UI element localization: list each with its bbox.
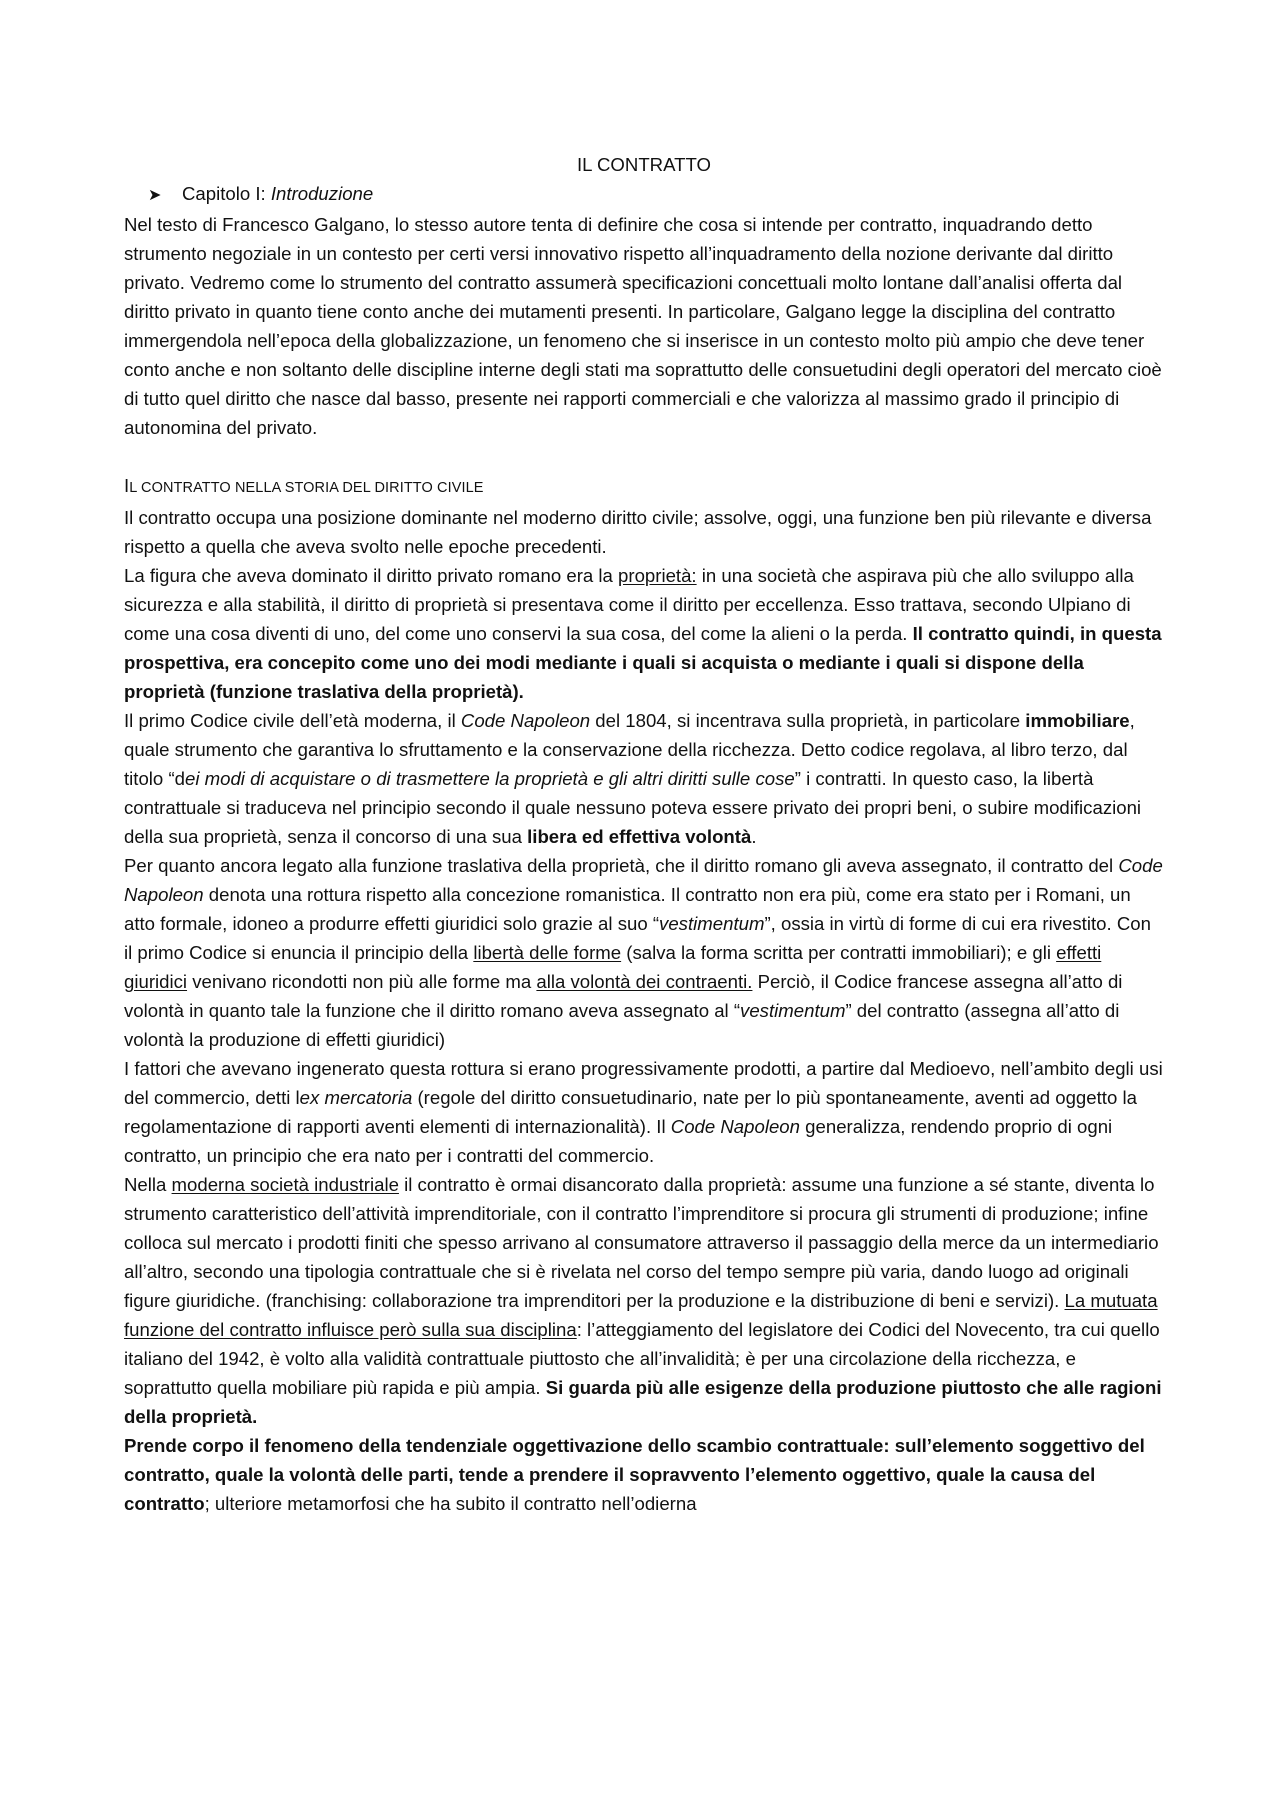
arrowhead-bullet-icon: ➤: [148, 187, 162, 204]
text-run: : l’atteggiamento del legislatore dei Codici del Novecento, tra cui quello italiano del 1942, è volto alla validità contrattuale piuttosto che all’invalidità; è per una circolazione della ricchezza, e soprattutto quella mobiliare più rapida e più ampia.: [124, 1319, 1160, 1398]
paragraph-5: [124, 1054, 1164, 1170]
italic-text: Code Napoleon: [124, 855, 1163, 905]
text-run: in una società che aspirava più che allo sviluppo alla sicurezza e alla stabilità, il diritto di proprietà si presentava come il diritto per eccellenza. Esso trattava, secondo Ulpiano di come una cosa diventi di uno, del come uno conservi la sua cosa, del come la alieni o la perda.: [124, 565, 1134, 644]
document-page: [124, 150, 1164, 1518]
text-run: Nella: [124, 1174, 172, 1195]
italic-text: vestimentum: [659, 913, 765, 934]
paragraph-3: [124, 706, 1164, 851]
text-run: (salva la forma scritta per contratti immobiliari); e gli: [621, 942, 1057, 963]
text-run: , quale strumento che garantiva lo sfruttamento e la conservazione della ricchezza. Detto codice regolava, al libro terzo, dal titolo “d: [124, 710, 1135, 789]
bold-text: Il contratto quindi, in questa prospettiva, era concepito come uno dei modi mediante i quali si acquista o mediante i quali si dispone della proprietà (funzione traslativa della proprietà).: [124, 623, 1162, 702]
text-run: generalizza, rendendo proprio di ogni contratto, un principio che era nato per i contratti del commercio.: [124, 1116, 1113, 1166]
section-heading-cap: I: [124, 475, 130, 496]
text-run: il contratto è ormai disancorato dalla proprietà: assume una funzione a sé stante, diventa lo strumento caratteristico dell’attività imprenditoriale, con il contratto l’imprenditore si procura gli strumenti di produzione; infine colloca sul mercato i prodotti finiti che spesso arrivano al consumatore attraverso il passaggio della merce da un intermediario all’altro, secondo una tipologia contrattuale che si è rivelata nel corso del tempo sempre più varia, dando luogo ad originali figure giuridiche. (franchising: collaborazione tra imprenditori per la produzione e la distribuzione di beni e servizi).: [124, 1174, 1159, 1311]
document-title: IL CONTRATTO: [577, 154, 711, 175]
italic-text: ei modi di acquistare o di trasmettere la proprietà e gli altri diritti sulle cose: [184, 768, 795, 789]
underlined-text: alla volontà dei contraenti.: [536, 971, 753, 992]
text-run: ” del contratto (assegna all’atto di volontà la produzione di effetti giuridici): [124, 1000, 1120, 1050]
bold-text: libera ed effettiva volontà: [527, 826, 752, 847]
text-run: Il primo Codice civile dell’età moderna, il: [124, 710, 461, 731]
text-run: (regole del diritto consuetudinario, nate per lo più spontaneamente, aventi ad oggetto la regolamentazione di rapporti aventi elementi di internazionalità). Il: [124, 1087, 1137, 1137]
paragraph-4: [124, 851, 1164, 1054]
underlined-text: libertà delle forme: [473, 942, 622, 963]
chapter-label: Capitolo I:: [182, 183, 271, 204]
underlined-text: proprietà:: [618, 565, 697, 586]
text-run: ; ulteriore metamorfosi che ha subito il contratto nell’odierna: [204, 1493, 697, 1514]
text-run: ”, ossia in virtù di forme di cui era rivestito. Con il primo Codice si enuncia il principio della: [124, 913, 1151, 963]
underlined-text: moderna società industriale: [171, 1174, 399, 1195]
intro-paragraph: Nel testo di Francesco Galgano, lo stesso autore tenta di definire che cosa si intende per contratto, inquadrando detto strumento negoziale in un contesto per certi versi innovativo rispetto all’inquadramento della nozione derivante dal diritto privato. Vedremo come lo strumento del contratto assumerà specificazioni concettuali molto lontane dall’analisi offerta dal diritto privato in quanto tiene conto anche dei mutamenti presenti. In particolare, Galgano legge la disciplina del contratto immergendola nell’epoca della globalizzazione, un fenomeno che si inserisce in un contesto molto più ampio che deve tener conto anche e non soltanto delle discipline interne degli stati ma soprattutto delle consuetudini degli operatori del mercato cioè di tutto quel diritto che nasce dal basso, presente nei rapporti commerciali e che valorizza al massimo grado il principio di autonomina del privato.: [124, 214, 1162, 438]
bold-text: Prende corpo il fenomeno della tendenziale oggettivazione dello scambio contrattuale: sull’elemento soggettivo del contratto, quale la volontà delle parti, tende a prendere il sopravvento l’elemento oggettivo, quale la causa del contratto: [124, 1435, 1145, 1514]
text-run: venivano ricondotti non più alle forme ma: [187, 971, 537, 992]
chapter-label-italic: Introduzione: [270, 183, 374, 204]
section-heading: [124, 471, 1164, 503]
text-run: .: [751, 826, 757, 847]
paragraph-6: [124, 1170, 1164, 1431]
paragraph-1: Il contratto occupa una posizione dominante nel moderno diritto civile; assolve, oggi, una funzione ben più rilevante e diversa rispetto a quella che aveva svolto nelle epoche precedenti.: [124, 507, 1152, 557]
text-run: denota una rottura rispetto alla concezione romanistica. Il contratto non era più, come era stato per i Romani, un atto formale, idoneo a produrre effetti giuridici solo grazie al suo “: [124, 884, 1131, 934]
underlined-text: effetti giuridici: [124, 942, 1102, 992]
paragraph-2: [124, 561, 1164, 706]
text-run: Perciò, il Codice francese assegna all’atto di volontà in quanto tale la funzione che il diritto romano aveva assegnato al “: [124, 971, 1123, 1021]
italic-text: vestimentum: [740, 1000, 846, 1021]
bold-text: Si guarda più alle esigenze della produzione piuttosto che alle ragioni della proprietà.: [124, 1377, 1162, 1427]
text-run: I fattori che avevano ingenerato questa rottura si erano progressivamente prodotti, a partire dal Medioevo, nell’ambito degli usi del commercio, detti l: [124, 1058, 1163, 1108]
paragraph-7: [124, 1431, 1164, 1518]
text-run: del 1804, si incentrava sulla proprietà, in particolare: [590, 710, 1026, 731]
text-run: Per quanto ancora legato alla funzione traslativa della proprietà, che il diritto romano gli aveva assegnato, il contratto del: [124, 855, 1119, 876]
italic-text: ex mercatoria: [299, 1087, 413, 1108]
bold-text: immobiliare: [1025, 710, 1130, 731]
text-run: La figura che aveva dominato il diritto privato romano era la: [124, 565, 619, 586]
italic-text: Code Napoleon: [670, 1116, 800, 1137]
text-run: ” i contratti. In questo caso, la libertà contrattuale si traduceva nel principio secondo il quale nessuno poteva essere privato dei propri beni, o subire modificazioni della sua proprietà, senza il concorso di una sua: [124, 768, 1142, 847]
section-heading-rest: L CONTRATTO NELLA STORIA DEL DIRITTO CIVILE: [129, 480, 484, 496]
underlined-text: La mutuata funzione del contratto influisce però sulla sua disciplina: [124, 1290, 1158, 1340]
italic-text: Code Napoleon: [460, 710, 591, 731]
chapter-heading: [148, 179, 1164, 210]
